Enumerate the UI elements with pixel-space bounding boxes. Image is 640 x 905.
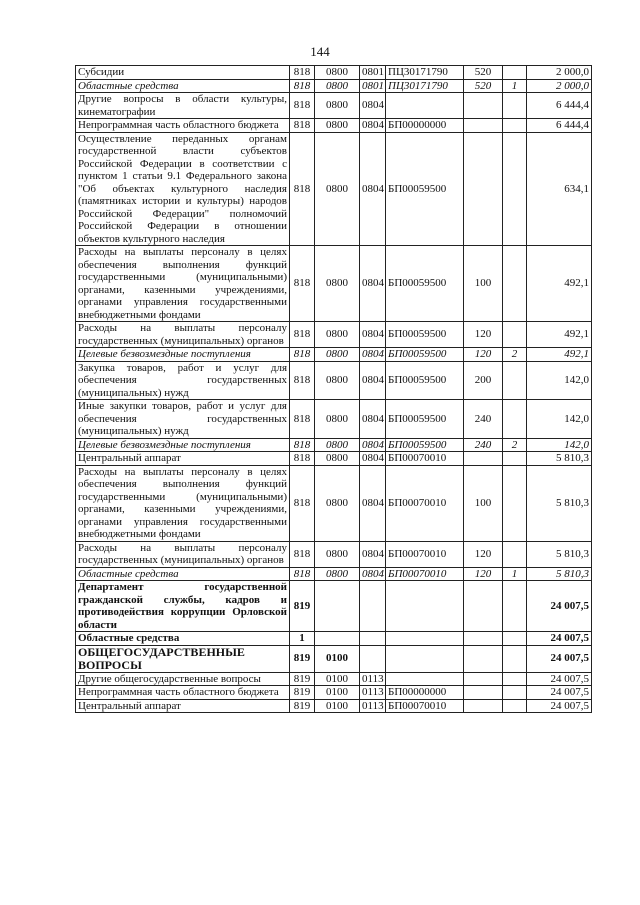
table-row (76, 465, 592, 541)
row-name: Субсидии (76, 66, 290, 80)
row-sum: 634,1 (527, 132, 592, 246)
row-expense-type (464, 452, 503, 466)
table-row (76, 452, 592, 466)
row-section-code (315, 632, 360, 646)
row-name: Расходы на выплаты персоналу в целях обеспечения выполнения функций государственными (муниципальными) органами, казенными учреждениями, органами управления государственными внебюджетными фондами (76, 246, 290, 322)
row-expense-type: 120 (464, 541, 503, 567)
row-name: Расходы на выплаты персоналу в целях обеспечения выполнения функций государственными (муниципальными) органами, казенными учреждениями, органами управления государственными внебюджетными фондами (76, 465, 290, 541)
row-target-article: БП00000000 (386, 686, 464, 700)
table-row (76, 686, 592, 700)
row-expense-type: 200 (464, 361, 503, 400)
row-admin-code: 818 (290, 119, 315, 133)
row-expense-type (464, 581, 503, 632)
row-target-article: БП00070010 (386, 699, 464, 713)
row-target-article: БП00070010 (386, 465, 464, 541)
row-target-article: БП00000000 (386, 119, 464, 133)
row-target-article (386, 632, 464, 646)
row-target-article: БП00059500 (386, 400, 464, 439)
row-target-article: БП00059500 (386, 132, 464, 246)
row-expense-type: 520 (464, 66, 503, 80)
table-row (76, 541, 592, 567)
row-section-code (315, 581, 360, 632)
row-admin-code: 818 (290, 132, 315, 246)
table-row (76, 672, 592, 686)
row-sum: 142,0 (527, 400, 592, 439)
row-subsection-code: 0804 (360, 567, 386, 581)
row-admin-code: 818 (290, 400, 315, 439)
row-expense-type (464, 686, 503, 700)
row-subsection-code: 0113 (360, 672, 386, 686)
row-target-article: ПЦ30171790 (386, 66, 464, 80)
row-sum: 6 444,4 (527, 119, 592, 133)
row-section-code: 0800 (315, 79, 360, 93)
row-expense-type (464, 632, 503, 646)
row-sum: 492,1 (527, 348, 592, 362)
row-expense-type: 120 (464, 348, 503, 362)
row-subsection-code: 0113 (360, 686, 386, 700)
row-sum: 5 810,3 (527, 465, 592, 541)
row-target-article: БП00059500 (386, 322, 464, 348)
page-number: 144 (310, 44, 330, 59)
row-name: Областные средства (76, 632, 290, 646)
row-admin-code: 819 (290, 672, 315, 686)
row-source-code (503, 132, 527, 246)
row-section-code: 0800 (315, 567, 360, 581)
row-section-code: 0100 (315, 672, 360, 686)
budget-table (75, 65, 592, 713)
row-admin-code: 1 (290, 632, 315, 646)
row-sum: 142,0 (527, 438, 592, 452)
row-source-code (503, 361, 527, 400)
row-source-code (503, 672, 527, 686)
row-name: Иные закупки товаров, работ и услуг для обеспечения государственных (муниципальных) нужд (76, 400, 290, 439)
row-target-article: БП00070010 (386, 567, 464, 581)
budget-table-body (76, 66, 592, 713)
row-name: Закупка товаров, работ и услуг для обеспечения государственных (муниципальных) нужд (76, 361, 290, 400)
row-section-code: 0800 (315, 541, 360, 567)
table-row (76, 322, 592, 348)
table-row (76, 132, 592, 246)
row-admin-code: 818 (290, 541, 315, 567)
table-row (76, 567, 592, 581)
row-subsection-code: 0804 (360, 361, 386, 400)
row-subsection-code (360, 645, 386, 672)
row-expense-type: 100 (464, 246, 503, 322)
row-section-code: 0800 (315, 119, 360, 133)
table-row (76, 119, 592, 133)
row-name: Непрограммная часть областного бюджета (76, 119, 290, 133)
row-sum: 2 000,0 (527, 66, 592, 80)
row-subsection-code: 0804 (360, 246, 386, 322)
row-target-article: БП00070010 (386, 452, 464, 466)
row-sum: 24 007,5 (527, 699, 592, 713)
row-expense-type: 120 (464, 567, 503, 581)
row-admin-code: 818 (290, 93, 315, 119)
row-source-code (503, 645, 527, 672)
row-subsection-code: 0801 (360, 66, 386, 80)
row-subsection-code (360, 581, 386, 632)
row-source-code (503, 581, 527, 632)
row-source-code (503, 322, 527, 348)
row-admin-code: 818 (290, 348, 315, 362)
row-expense-type (464, 672, 503, 686)
row-section-code: 0800 (315, 348, 360, 362)
row-admin-code: 818 (290, 438, 315, 452)
row-source-code (503, 541, 527, 567)
row-subsection-code: 0804 (360, 322, 386, 348)
row-subsection-code: 0804 (360, 348, 386, 362)
row-target-article: ПЦ30171790 (386, 79, 464, 93)
row-section-code: 0800 (315, 438, 360, 452)
table-row (76, 66, 592, 80)
row-section-code: 0800 (315, 361, 360, 400)
row-expense-type: 520 (464, 79, 503, 93)
row-subsection-code: 0804 (360, 132, 386, 246)
row-source-code (503, 66, 527, 80)
table-row (76, 93, 592, 119)
table-row (76, 632, 592, 646)
table-row (76, 348, 592, 362)
row-section-code: 0100 (315, 686, 360, 700)
row-sum: 24 007,5 (527, 672, 592, 686)
row-subsection-code: 0804 (360, 438, 386, 452)
row-subsection-code: 0804 (360, 400, 386, 439)
row-expense-type (464, 645, 503, 672)
table-row (76, 438, 592, 452)
row-name: Центральный аппарат (76, 699, 290, 713)
row-name: Непрограммная часть областного бюджета (76, 686, 290, 700)
row-name: Целевые безвозмездные поступления (76, 348, 290, 362)
row-admin-code: 818 (290, 465, 315, 541)
row-expense-type (464, 93, 503, 119)
row-admin-code: 818 (290, 246, 315, 322)
row-expense-type (464, 119, 503, 133)
row-sum: 492,1 (527, 246, 592, 322)
row-target-article (386, 672, 464, 686)
row-expense-type: 240 (464, 438, 503, 452)
row-name: Осуществление переданных органам государственной власти субъектов Российской Федерации в соответствии с пунктом 1 статьи 9.1 Федерального закона "Об объектах культурного наследия (памятниках истории и культуры) народов Российской Федерации" полномочий Российской Федерации в отношении объектов культурного наследия (76, 132, 290, 246)
row-name: Областные средства (76, 79, 290, 93)
row-source-code (503, 699, 527, 713)
row-source-code: 1 (503, 79, 527, 93)
row-sum: 6 444,4 (527, 93, 592, 119)
row-name: Целевые безвозмездные поступления (76, 438, 290, 452)
row-expense-type: 120 (464, 322, 503, 348)
table-row (76, 79, 592, 93)
row-name: Областные средства (76, 567, 290, 581)
row-expense-type: 100 (464, 465, 503, 541)
row-target-article: БП00059500 (386, 361, 464, 400)
row-section-code: 0800 (315, 452, 360, 466)
row-name: Другие общегосударственные вопросы (76, 672, 290, 686)
row-subsection-code: 0804 (360, 452, 386, 466)
row-admin-code: 818 (290, 567, 315, 581)
row-source-code (503, 452, 527, 466)
row-sum: 492,1 (527, 322, 592, 348)
row-target-article (386, 581, 464, 632)
row-section-code: 0800 (315, 400, 360, 439)
row-source-code (503, 93, 527, 119)
row-admin-code: 819 (290, 686, 315, 700)
row-section-code: 0800 (315, 93, 360, 119)
row-section-code: 0100 (315, 699, 360, 713)
row-source-code (503, 400, 527, 439)
row-source-code (503, 465, 527, 541)
row-name: Другие вопросы в области культуры, кинематографии (76, 93, 290, 119)
row-subsection-code: 0113 (360, 699, 386, 713)
row-source-code: 1 (503, 567, 527, 581)
row-section-code: 0800 (315, 66, 360, 80)
row-admin-code: 819 (290, 699, 315, 713)
row-name: Расходы на выплаты персоналу государственных (муниципальных) органов (76, 322, 290, 348)
row-section-code: 0800 (315, 132, 360, 246)
row-target-article (386, 645, 464, 672)
row-admin-code: 819 (290, 645, 315, 672)
row-subsection-code: 0804 (360, 465, 386, 541)
row-target-article: БП00059500 (386, 246, 464, 322)
row-sum: 24 007,5 (527, 581, 592, 632)
row-expense-type: 240 (464, 400, 503, 439)
row-admin-code: 818 (290, 66, 315, 80)
table-row (76, 581, 592, 632)
row-sum: 5 810,3 (527, 541, 592, 567)
row-source-code: 2 (503, 438, 527, 452)
row-sum: 2 000,0 (527, 79, 592, 93)
row-section-code: 0800 (315, 246, 360, 322)
row-name: Расходы на выплаты персоналу государственных (муниципальных) органов (76, 541, 290, 567)
row-admin-code: 818 (290, 79, 315, 93)
row-subsection-code: 0801 (360, 79, 386, 93)
row-sum: 24 007,5 (527, 632, 592, 646)
table-row (76, 246, 592, 322)
row-subsection-code: 0804 (360, 119, 386, 133)
row-target-article: БП00070010 (386, 541, 464, 567)
row-target-article: БП00059500 (386, 348, 464, 362)
row-target-article (386, 93, 464, 119)
table-row (76, 361, 592, 400)
row-target-article: БП00059500 (386, 438, 464, 452)
row-section-code: 0800 (315, 465, 360, 541)
row-admin-code: 818 (290, 452, 315, 466)
row-subsection-code: 0804 (360, 93, 386, 119)
table-row (76, 645, 592, 672)
row-section-code: 0800 (315, 322, 360, 348)
row-name: ОБЩЕГОСУДАРСТВЕННЫЕ ВОПРОСЫ (76, 645, 290, 672)
row-expense-type (464, 132, 503, 246)
row-source-code (503, 119, 527, 133)
row-source-code (503, 686, 527, 700)
row-admin-code: 818 (290, 361, 315, 400)
row-subsection-code: 0804 (360, 541, 386, 567)
table-row (76, 400, 592, 439)
row-sum: 5 810,3 (527, 452, 592, 466)
row-name: Департамент государственной гражданской службы, кадров и противодействия коррупции Орловской области (76, 581, 290, 632)
row-section-code: 0100 (315, 645, 360, 672)
row-source-code: 2 (503, 348, 527, 362)
row-sum: 142,0 (527, 361, 592, 400)
row-sum: 24 007,5 (527, 645, 592, 672)
row-subsection-code (360, 632, 386, 646)
row-admin-code: 818 (290, 322, 315, 348)
table-row (76, 699, 592, 713)
row-sum: 24 007,5 (527, 686, 592, 700)
row-source-code (503, 246, 527, 322)
row-name: Центральный аппарат (76, 452, 290, 466)
row-source-code (503, 632, 527, 646)
row-sum: 5 810,3 (527, 567, 592, 581)
row-expense-type (464, 699, 503, 713)
row-admin-code: 819 (290, 581, 315, 632)
